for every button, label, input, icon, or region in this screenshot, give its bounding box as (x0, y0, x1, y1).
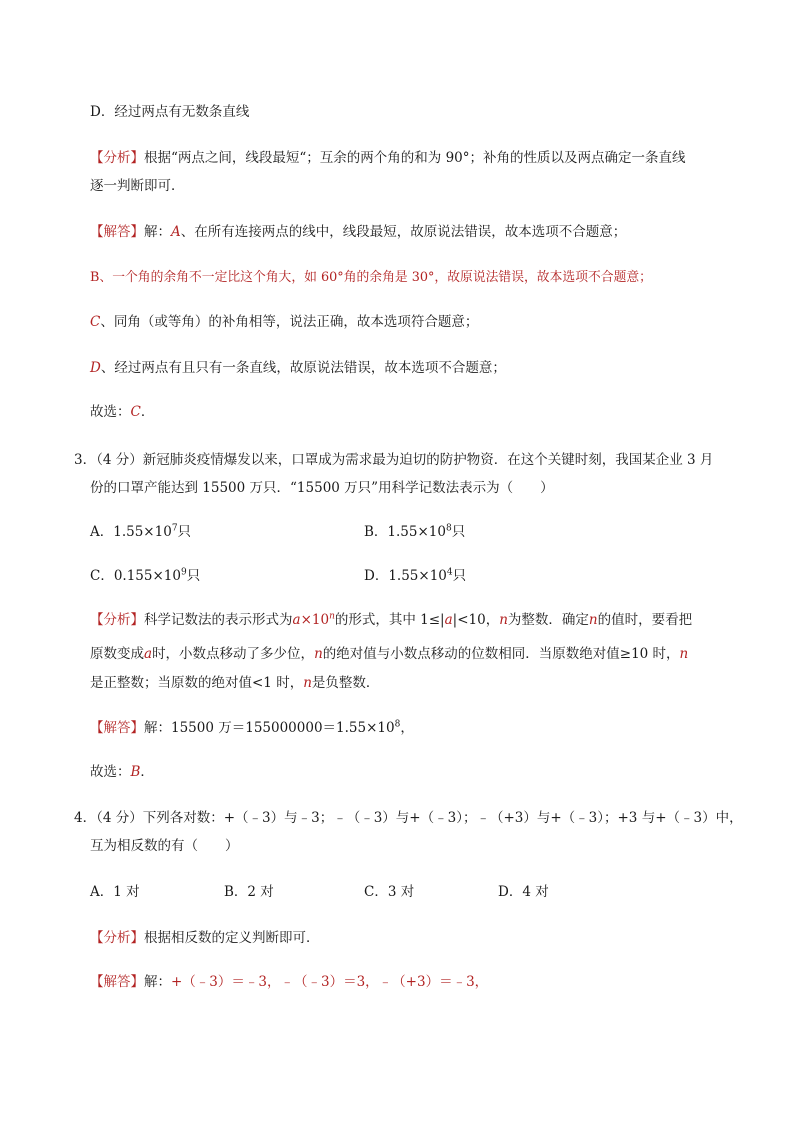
q3-analysis-tag: 【分析】 (90, 612, 144, 628)
var-n: n (303, 675, 312, 691)
q3-a-base: A．1.55×10 (90, 524, 172, 540)
var-n: n (314, 646, 323, 662)
t: 科学记数法的表示形式为 (144, 612, 293, 628)
q4-analysis-tag: 【分析】 (90, 930, 144, 946)
q3-d-base: D．1.55×10 (364, 568, 447, 584)
q3-c-base: C．0.155×10 (90, 568, 181, 584)
q3-answer (90, 762, 154, 782)
q3-option-a (90, 522, 191, 542)
q3-a-unit: 只 (177, 524, 192, 540)
q3-solution-tag: 【解答】 (90, 720, 144, 736)
analysis-line-1 (90, 148, 686, 168)
q3-analysis-1 (90, 610, 692, 630)
q3-solution-text: 解：15500 万＝155000000＝1.55×10 (144, 720, 395, 736)
analysis-line-2: 逐一判断即可． (90, 178, 185, 194)
letter-c: C (90, 314, 101, 330)
q3-stem-2: 份的口罩产能达到 15500 万只．“15500 万只”用科学记数法表示为（ ） (90, 480, 554, 496)
q3-a-exp: 7 (171, 523, 178, 534)
q3-c-unit: 只 (186, 568, 201, 584)
q4-solution (90, 972, 488, 992)
solution-prefix: 解： (144, 224, 171, 240)
letter-d: D (90, 360, 101, 376)
q4-analysis-text: 根据相反数的定义判断即可． (144, 930, 320, 946)
q3-analysis-3 (90, 673, 379, 693)
q4-analysis (90, 928, 320, 948)
q3-d-unit: 只 (452, 568, 467, 584)
var-n: n (679, 646, 689, 662)
q3-option-c (90, 566, 200, 586)
q4-solution-prefix: 解： (144, 974, 171, 990)
answer-prefix: 故选： (90, 404, 131, 420)
q3-c-exp: 9 (180, 567, 187, 578)
solution-line-1 (90, 222, 626, 242)
answer-end: ． (140, 404, 155, 420)
t: 原数变成 (90, 646, 144, 662)
q4-option-d: D．4 对 (498, 884, 549, 900)
q4-stem-1: 4．（4 分）下列各对数：+（﹣3）与﹣3；﹣（﹣3）与+（﹣3）；﹣（+3）与+（﹣3）；+3 与+（﹣3）中， (74, 810, 743, 826)
q3-analysis-2 (90, 644, 688, 664)
analysis-text: 根据“两点之间，线段最短“；互余的两个角的和为 90°；补角的性质以及两点确定一条直线 (144, 150, 686, 166)
q3-b-unit: 只 (451, 524, 466, 540)
letter-a: A (171, 224, 181, 240)
var-a: a (444, 612, 453, 628)
solution-d-text: 、经过两点有且只有一条直线，故原说法错误，故本选项不合题意； (100, 360, 506, 376)
t: 的值时，要看把 (597, 612, 693, 628)
t: ． (140, 764, 154, 780)
q3-stem-1: 3．（4 分）新冠肺炎疫情爆发以来，口罩成为需求最为迫切的防护物资．在这个关键时刻，我国某企业 3 月 (74, 452, 714, 468)
solution-line-c (90, 312, 478, 332)
solution-tag: 【解答】 (90, 224, 144, 240)
q3-d-exp: 4 (446, 567, 453, 578)
answer-letter: C (130, 404, 141, 420)
t: 是正整数；当原数的绝对值<1 时， (90, 675, 304, 691)
t: 为整数．确定 (507, 612, 589, 628)
q3-answer-prefix: 故选： (90, 764, 131, 780)
q4-option-c: C．3 对 (364, 884, 415, 900)
t: 是负整数． (311, 675, 380, 691)
q4-solution-text: +（﹣3）＝﹣3，﹣（﹣3）＝3，﹣（+3）＝﹣3， (171, 974, 489, 990)
analysis-tag: 【分析】 (90, 150, 144, 166)
q3-option-b (364, 522, 465, 542)
solution-line-b: B、一个角的余角不一定比这个角大，如 60°角的余角是 30°，故原说法错误，故本选项不合题意； (90, 270, 652, 285)
t: 时，小数点移动了多少位， (152, 646, 315, 662)
t: ×10 (300, 612, 330, 628)
solution-c-text: 、同角（或等角）的补角相等，说法正确，故本选项符合题意； (100, 314, 479, 330)
solution-text: 、在所有连接两点的线中，线段最短，故原说法错误，故本选项不合题意； (180, 224, 627, 240)
var-n: n (329, 611, 335, 622)
q3-solution (90, 718, 414, 738)
t: |<10， (452, 612, 500, 628)
t: 的绝对值与小数点移动的位数相同．当原数绝对值≥10 时， (322, 646, 680, 662)
q3-b-base: B．1.55×10 (364, 524, 446, 540)
q4-stem-2: 互为相反数的有（ ） (90, 838, 239, 854)
q3-solution-exp: 8 (394, 719, 401, 730)
q3-b-exp: 8 (445, 523, 452, 534)
var-n: n (499, 612, 508, 628)
t: 的形式，其中 1≤| (334, 612, 445, 628)
answer-line (90, 402, 154, 422)
q4-option-b: B．2 对 (224, 884, 274, 900)
q3-answer-letter: B (130, 764, 141, 780)
q4-solution-tag: 【解答】 (90, 974, 144, 990)
var-a: a (292, 612, 301, 628)
t: ， (400, 720, 414, 736)
line-option-d: D．经过两点有无数条直线 (90, 104, 250, 120)
var-n: n (588, 612, 598, 628)
solution-line-d (90, 358, 506, 378)
var-a: a (144, 646, 153, 662)
q3-option-d (364, 566, 466, 586)
q4-option-a: A．1 对 (90, 884, 140, 900)
